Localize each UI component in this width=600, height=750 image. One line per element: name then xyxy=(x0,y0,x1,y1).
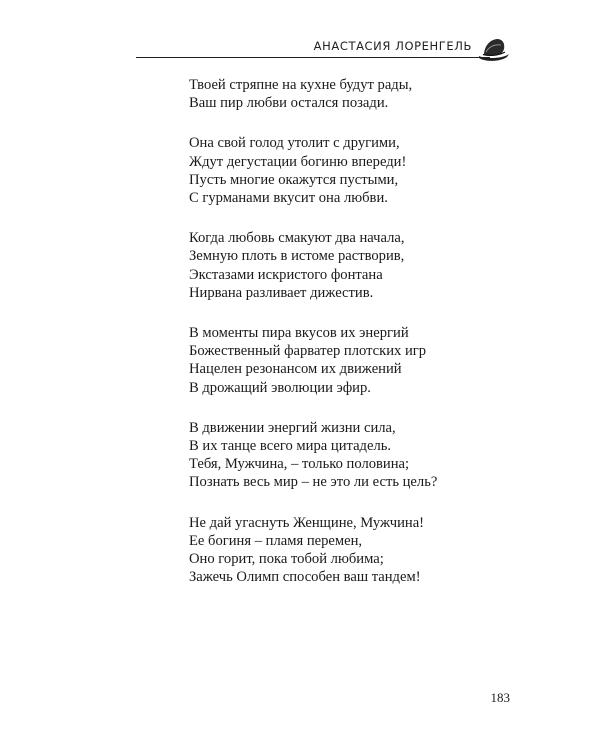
stanza-2 xyxy=(189,134,549,207)
running-header xyxy=(136,36,516,68)
poem-line: Оно горит, пока тобой любима; xyxy=(189,551,384,568)
poem-line: Она свой голод утолит с другими, xyxy=(189,135,400,152)
page-number: 183 xyxy=(490,690,510,705)
poem-line: В дрожащий эволюции эфир. xyxy=(189,379,371,396)
poem-line: Когда любовь смакуют два начала, xyxy=(189,230,405,247)
poem-line: В движении энергий жизни сила, xyxy=(189,419,396,436)
poem-line: Нацелен резонансом их движений xyxy=(189,361,402,378)
stanza-6 xyxy=(189,514,549,587)
poem-line: Зажечь Олимп способен ваш тандем! xyxy=(189,569,421,586)
poem-line: Пусть многие окажутся пустыми, xyxy=(189,171,399,188)
stanza-4 xyxy=(189,324,549,397)
poem xyxy=(189,76,549,608)
stanza-3 xyxy=(189,229,549,302)
poem-line: Твоей стряпне на кухне будут рады, xyxy=(189,77,413,93)
poem-line: Божественный фарватер плотских игр xyxy=(189,343,427,360)
poem-line: Нирвана разливает дижестив. xyxy=(189,284,374,301)
poem-line: Земную плоть в истоме растворив, xyxy=(189,248,405,265)
poem-line: С гурманами вкусит она любви. xyxy=(189,190,388,207)
poem-line: Ее богиня – пламя перемен, xyxy=(189,532,363,549)
stanza-1 xyxy=(189,76,549,112)
header-rule xyxy=(136,57,490,58)
poem-line: Не дай угаснуть Женщине, Мужчина! xyxy=(189,514,425,531)
poem-line: В их танце всего мира цитадель. xyxy=(189,438,392,455)
poem-line: Познать весь мир – не это ли есть цель? xyxy=(189,474,438,491)
poem-line: Ваш пир любви остался позади. xyxy=(189,95,389,112)
poem-line: Тебя, Мужчина, – только половина; xyxy=(189,456,410,473)
hat-emblem-icon xyxy=(476,36,512,64)
header-author: АНАСТАСИЯ ЛОРЕНГЕЛЬ xyxy=(313,39,472,53)
poem-line: В моменты пира вкусов их энергий xyxy=(189,325,409,342)
poem-line: Ждут дегустации богиню впереди! xyxy=(189,153,407,170)
stanza-5 xyxy=(189,419,549,492)
poem-line: Экстазами искристого фонтана xyxy=(189,266,383,283)
